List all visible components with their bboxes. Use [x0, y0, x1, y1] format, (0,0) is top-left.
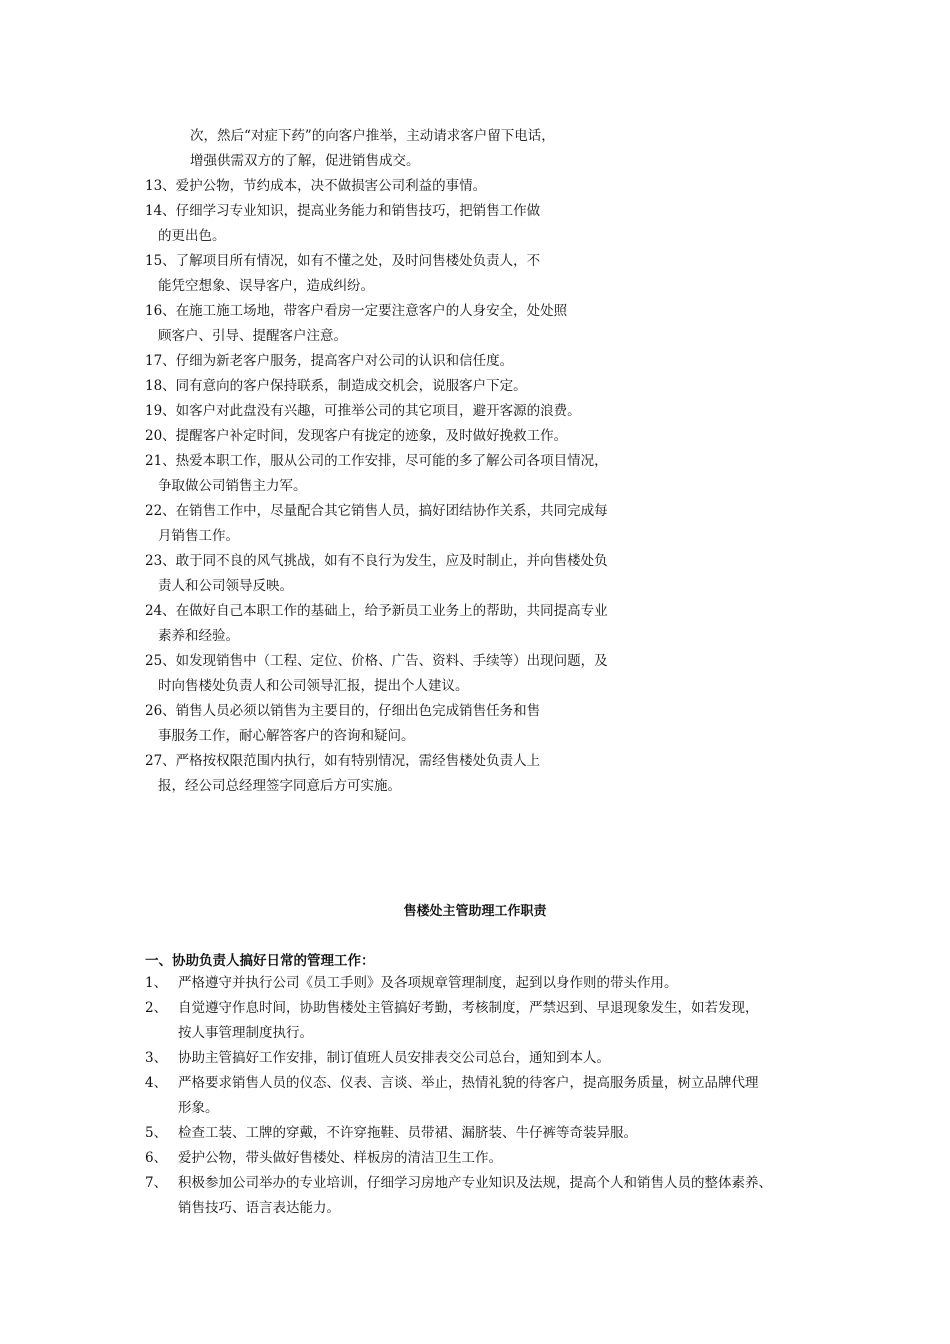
item-text: 严格要求销售人员的仪态、仪表、言谈、举止，热情礼貌的待客户，提高服务质量，树立品牌代理	[178, 1075, 759, 1091]
duty-line: 27、严格按权限范围内执行，如有特别情况，需经售楼处负责人上	[145, 753, 541, 769]
item-text: 检查工装、工牌的穿戴，不许穿拖鞋、员带裙、漏脐装、牛仔裤等奇装异服。	[178, 1125, 637, 1141]
duty-line: 13、爱护公物，节约成本，决不做损害公司利益的事情。	[145, 178, 487, 194]
item-text: 积极参加公司举办的专业培训，仔细学习房地产专业知识及法规，提高个人和销售人员的整体素养、	[178, 1175, 772, 1191]
item-text: 协助主管搞好工作安排，制订值班人员安排表交公司总台，通知到本人。	[178, 1050, 610, 1066]
duty-line: 15、了解项目所有情况，如有不懂之处，及时问售楼处负责人，不	[145, 253, 541, 269]
duty-line: 时向售楼处负责人和公司领导汇报，提出个人建议。	[158, 678, 469, 694]
duty-line: 16、在施工施工场地，带客户看房一定要注意客户的人身安全，处处照	[145, 303, 568, 319]
duty-line: 22、在销售工作中，尽量配合其它销售人员，搞好团结协作关系，共同完成每	[145, 503, 608, 519]
duty-line: 24、在做好自己本职工作的基础上，给予新员工业务上的帮助，共同提高专业	[145, 603, 608, 619]
duty-line: 报，经公司总经理签字同意后方可实施。	[158, 778, 401, 794]
duty-line: 次，然后“对症下药”的向客户推举，主动请求客户留下电话，	[190, 128, 555, 144]
duty-line: 19、如客户对此盘没有兴趣，可推举公司的其它项目，避开客源的浪费。	[145, 403, 581, 419]
item-number: 6、	[145, 1150, 168, 1166]
duty-line: 26、销售人员必须以销售为主要目的，仔细出色完成销售任务和售	[145, 703, 541, 719]
item-text: 爱护公物，带头做好售楼处、样板房的清洁卫生工作。	[178, 1150, 502, 1166]
duty-line: 21、热爱本职工作，服从公司的工作安排，尽可能的多了解公司各项目情况，	[145, 453, 608, 469]
item-number: 3、	[145, 1050, 168, 1066]
item-number: 2、	[145, 1000, 168, 1016]
item-text: 严格遵守并执行公司《员工手则》及各项规章管理制度，起到以身作则的带头作用。	[178, 975, 678, 991]
item-text-continued: 形象。	[178, 1100, 219, 1116]
duty-line: 能凭空想象、误导客户，造成纠纷。	[158, 278, 374, 294]
duty-line: 责人和公司领导反映。	[158, 578, 293, 594]
duty-line: 的更出色。	[158, 228, 226, 244]
item-text-continued: 按人事管理制度执行。	[178, 1025, 313, 1041]
duty-line: 事服务工作，耐心解答客户的咨询和疑问。	[158, 728, 415, 744]
item-text: 自觉遵守作息时间，协助售楼处主管搞好考勤，考核制度，严禁迟到、早退现象发生，如若发现，	[178, 1000, 759, 1016]
item-number: 7、	[145, 1175, 168, 1191]
duty-line: 18、同有意向的客户保持联系，制造成交机会，说服客户下定。	[145, 378, 527, 394]
item-number: 4、	[145, 1075, 168, 1091]
duty-line: 23、敢于同不良的风气挑战，如有不良行为发生，应及时制止，并向售楼处负	[145, 553, 608, 569]
duty-line: 增强供需双方的了解，促进销售成交。	[190, 153, 420, 169]
item-number: 1、	[145, 975, 168, 991]
section-heading: 一、协助负责人搞好日常的管理工作：	[145, 953, 375, 969]
duty-line: 顾客户、引导、提醒客户注意。	[158, 328, 347, 344]
duty-line: 争取做公司销售主力军。	[158, 478, 307, 494]
duty-line: 月销售工作。	[158, 528, 239, 544]
duty-line: 素养和经验。	[158, 628, 239, 644]
item-number: 5、	[145, 1125, 168, 1141]
duty-line: 25、如发现销售中（工程、定位、价格、广告、资料、手续等）出现问题，及	[145, 653, 608, 669]
section-title: 售楼处主管助理工作职责	[403, 904, 547, 919]
duty-line: 14、仔细学习专业知识，提高业务能力和销售技巧，把销售工作做	[145, 203, 541, 219]
duty-line: 20、提醒客户补定时间，发现客户有拢定的迹象，及时做好挽救工作。	[145, 428, 568, 444]
item-text-continued: 销售技巧、语言表达能力。	[178, 1200, 340, 1216]
duty-line: 17、仔细为新老客户服务，提高客户对公司的认识和信任度。	[145, 353, 514, 369]
